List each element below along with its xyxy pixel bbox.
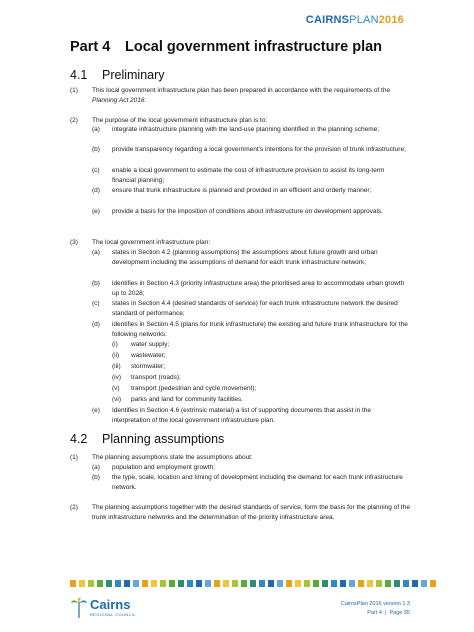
item-label: (a): [92, 126, 100, 133]
item-label: (b): [92, 280, 100, 287]
footer-color-dot: [349, 580, 355, 587]
council-name: Cairns: [90, 597, 131, 612]
footer-color-dot: [394, 580, 400, 587]
section-heading-4-2: [70, 432, 224, 446]
footer-color-dot: [214, 580, 220, 587]
subitem-text: water supply;: [131, 341, 170, 348]
item-label: (a): [92, 249, 100, 256]
footer-color-dot: [232, 580, 238, 587]
logo-text-plan: PLAN: [349, 14, 379, 26]
subitem-label: (ii): [112, 352, 120, 359]
footer-color-dot: [106, 580, 112, 587]
footer-color-dot: [322, 580, 328, 587]
subitem-label: (v): [112, 385, 120, 392]
part-number: Part 4: [70, 39, 111, 55]
item-label: (d): [92, 321, 100, 328]
item-label: (a): [92, 464, 100, 471]
cairnsplan-logo: [306, 14, 404, 26]
subitem-text: transport (roads);: [131, 374, 181, 381]
footer-color-dot: [205, 580, 211, 587]
item-label: (b): [92, 146, 100, 153]
act-name: Planning Act 2016: [92, 96, 145, 104]
footer-color-dot: [151, 580, 157, 587]
footer-color-dot: [304, 580, 310, 587]
footer-color-dot: [241, 580, 247, 587]
footer-color-dot: [286, 580, 292, 587]
page-footer-info: [341, 600, 410, 617]
footer-color-dot: [133, 580, 139, 587]
paragraph-text-end: .: [144, 96, 147, 104]
footer-color-dot: [268, 580, 274, 587]
item-text: the type, scale, location and timing of development including the demand for each trunk infrastructure network.: [112, 474, 403, 491]
footer-color-dot: [331, 580, 337, 587]
section-number: 4.2: [70, 432, 88, 446]
footer-color-dot: [385, 580, 391, 587]
paragraph-text: The local government infrastructure plan:: [92, 239, 211, 246]
item-text: states in Section 4.2 (planning assumptions) the assumptions about future growth and urban development including the assumptions of demand for each trunk infrastructure network;: [112, 249, 378, 266]
subitem-text: wastewater;: [131, 352, 166, 359]
footer-color-dot: [430, 580, 436, 587]
footer-color-dot: [88, 580, 94, 587]
item-text: enable a local government to estimate the cost of infrastructure provision to assist its long-term financial planning;: [112, 167, 385, 184]
footer-color-dot: [358, 580, 364, 587]
item-label: (e): [92, 407, 100, 414]
footer-color-dot: [421, 580, 427, 587]
footer-color-dot: [403, 580, 409, 587]
footer-color-dot: [295, 580, 301, 587]
item-label: (e): [92, 208, 100, 215]
footer-color-dot: [223, 580, 229, 587]
section-title: Preliminary: [102, 68, 165, 82]
subitem-text: stormwater;: [131, 363, 165, 370]
item-text: ensure that trunk infrastructure is planned and provided in an efficient and orderly manner;: [112, 187, 372, 194]
footer-color-dot: [124, 580, 130, 587]
paragraph-number: (1): [70, 454, 78, 461]
footer-color-dot: [313, 580, 319, 587]
page-location: [341, 609, 410, 618]
footer-color-dot: [79, 580, 85, 587]
paragraph-number: (2): [70, 117, 78, 124]
footer-color-dot: [178, 580, 184, 587]
section-number: 4.1: [70, 68, 88, 82]
footer-color-dot: [115, 580, 121, 587]
subitem-text: transport (pedestrian and cycle movement);: [131, 385, 257, 392]
footer-color-dot: [277, 580, 283, 587]
paragraph-number: (1): [70, 87, 78, 94]
item-text: provide a basis for the imposition of conditions about infrastructure on development approvals.: [112, 208, 383, 215]
part-label: Part 4: [367, 609, 382, 616]
section-title: Planning assumptions: [102, 432, 225, 446]
subitem-label: (vi): [112, 396, 122, 403]
item-label: (b): [92, 474, 100, 481]
footer-color-dot: [367, 580, 373, 587]
separator: |: [385, 609, 387, 616]
footer-color-dot: [376, 580, 382, 587]
item-text: Identifies in Section 4.6 (extrinsic material) a list of supporting documents that assist in the interpretation of the local government infrastructure plan.: [112, 407, 372, 424]
item-label: (c): [92, 167, 100, 174]
item-text: identifies in Section 4.3 (priority infrastructure area) the prioritised area to accommodate urban growth up to 2028;: [112, 280, 405, 297]
footer-color-dot: [196, 580, 202, 587]
footer-color-dot: [142, 580, 148, 587]
paragraph-text: The planning assumptions together with the desired standards of service, form the basis for the planning of the trunk infrastructure networks and the determination of the priority infrastructure area.: [92, 504, 410, 521]
page-number: Page 35: [389, 609, 410, 616]
item-label: (c): [92, 300, 100, 307]
footer-color-dot: [187, 580, 193, 587]
part-title: [70, 39, 382, 55]
subitem-text: parks and land for community facilities.: [131, 396, 243, 403]
footer-color-dot: [70, 580, 76, 587]
paragraph-text: [92, 86, 410, 105]
item-text: identifies in Section 4.5 (plans for trunk infrastructure) the existing and future trunk infrastructure for the following networks:: [112, 321, 408, 338]
cairns-regional-council-logo: [70, 597, 170, 621]
palm-leaf-icon: [70, 597, 88, 619]
footer-color-dot: [97, 580, 103, 587]
subitem-label: (iv): [112, 374, 122, 381]
paragraph-text-body: This local government infrastructure plan has been prepared in accordance with the requirements of the: [92, 87, 391, 94]
logo-text-cairns: CAIRNS: [305, 14, 350, 26]
subitem-label: (iii): [112, 363, 121, 370]
logo-text-year: 2016: [378, 14, 404, 26]
document-version: CairnsPlan 2016 version 1.3: [340, 601, 410, 607]
part-title-text: Local government infrastructure plan: [125, 39, 383, 55]
item-text: integrate infrastructure planning with the land-use planning identified in the planning scheme;: [112, 126, 380, 133]
paragraph-text: The planning assumptions state the assumptions about:: [92, 454, 253, 461]
paragraph-number: (3): [70, 239, 78, 246]
paragraph-text: The purpose of the local government infrastructure plan is to:: [92, 117, 268, 124]
item-label: (d): [92, 187, 100, 194]
footer-color-dot: [250, 580, 256, 587]
item-text: states in Section 4.4 (desired standards of service) for each trunk infrastructure network the desired standard of performance;: [112, 300, 398, 317]
paragraph-number: (2): [70, 504, 78, 511]
item-text: provide transparency regarding a local government's intentions for the provision of trunk infrastructure;: [112, 146, 406, 153]
footer-color-dot: [160, 580, 166, 587]
subitem-label: (i): [112, 341, 118, 348]
footer-color-strip: [70, 580, 436, 587]
council-subtitle: REGIONAL COUNCIL: [90, 612, 137, 617]
footer-color-dot: [340, 580, 346, 587]
item-text: population and employment growth;: [112, 464, 215, 471]
footer-color-dot: [169, 580, 175, 587]
footer-color-dot: [259, 580, 265, 587]
section-heading-4-1: [70, 68, 165, 82]
footer-color-dot: [412, 580, 418, 587]
